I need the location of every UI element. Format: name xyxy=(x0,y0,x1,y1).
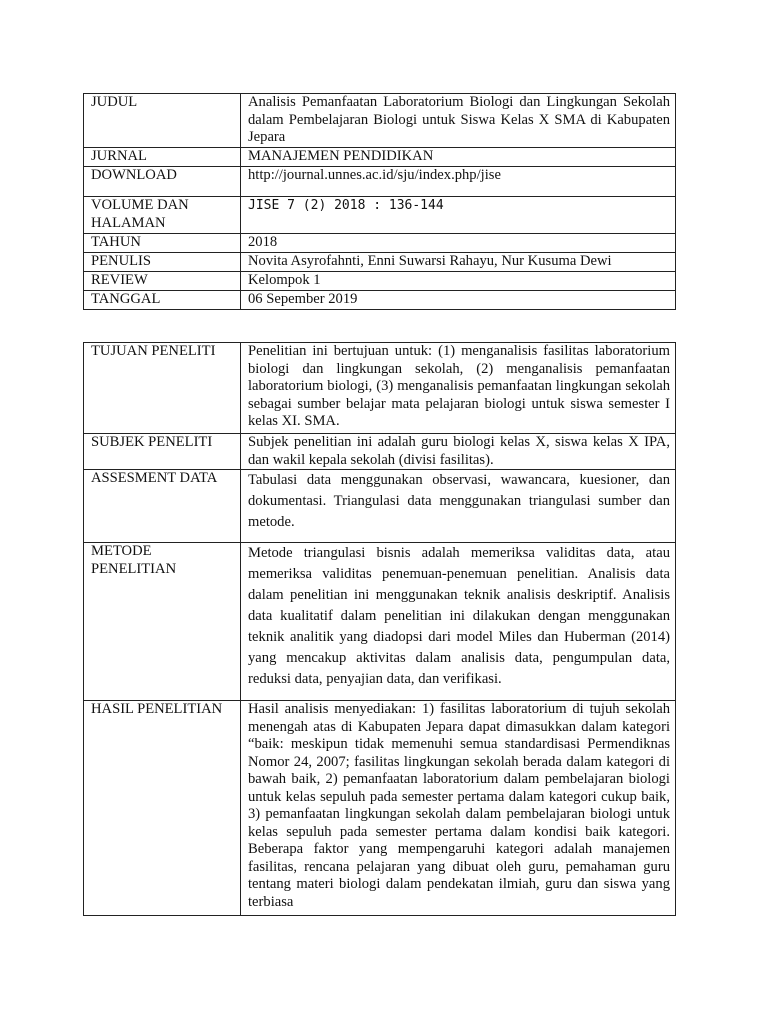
label-cell: ASSESMENT DATA xyxy=(84,470,241,543)
label-cell: TAHUN xyxy=(84,234,241,253)
journal-value: MANAJEMEN PENDIDIKAN xyxy=(241,148,676,167)
table-row xyxy=(84,434,676,470)
year-value: 2018 xyxy=(241,234,676,253)
objective-value: Penelitian ini bertujuan untuk: (1) menganalisis fasilitas laboratorium biologi dan lingkungan sekolah, (2) menganalisis pemanfaatan laboratorium biologi, (3) menganalisis pemanfaatan lingkungan sekolah sebagai sumber belajar mata pelajaran biologi untuk siswa semester I kelas XI. SMA. xyxy=(241,343,676,434)
volume-value xyxy=(241,197,676,234)
table-row xyxy=(84,94,676,148)
table-row xyxy=(84,272,676,291)
label-cell: JURNAL xyxy=(84,148,241,167)
article-info-table xyxy=(83,93,676,310)
table-row xyxy=(84,148,676,167)
table-row xyxy=(84,470,676,543)
results-text: Hasil analisis menyediakan: 1) fasilitas laboratorium di tujuh sekolah menengah atas di Kabupaten Jepara dapat dimasukkan dalam kategori “baik: meskipun tidak memenuhi semua standardisasi Permendiknas Nomor 24, 2007; fasilitas lingkungan sekolah berada dalam kategori di bawah baik, 2) pemanfaatan laboratorium dalam pembelajaran biologi untuk kelas sepuluh pada semester pertama dalam kategori cukup baik, 3) pemanfaatan lingkungan sekolah dalam pembelajaran biologi untuk kelas sepuluh pada semester pertama dalam kondisi baik kategori. Beberapa faktor yang mempengaruhi kategori adalah manajemen fasilitas, rencana pelajaran yang dibuat oleh guru, pemahaman guru tentang materi biologi dalam pendekatan ilmiah, guru dan siswa yang terbiasa xyxy=(248,701,670,910)
label-cell: TANGGAL xyxy=(84,291,241,310)
volume-text: JISE 7 (2) 2018 : 136-144 xyxy=(248,198,444,213)
table-row xyxy=(84,291,676,310)
download-link[interactable]: http://journal.unnes.ac.id/sju/index.php/jise xyxy=(241,167,676,197)
title-value: Analisis Pemanfaatan Laboratorium Biologi dan Lingkungan Sekolah dalam Pembelajaran Biologi untuk Siswa Kelas X SMA di Kabupaten Jepara xyxy=(241,94,676,148)
authors-value: Novita Asyrofahnti, Enni Suwarsi Rahayu, Nur Kusuma Dewi xyxy=(241,253,676,272)
table-row xyxy=(84,343,676,434)
table-row xyxy=(84,234,676,253)
label-cell: HASIL PENELITIAN xyxy=(84,701,241,916)
label-cell: REVIEW xyxy=(84,272,241,291)
review-value: Kelompok 1 xyxy=(241,272,676,291)
label-cell: DOWNLOAD xyxy=(84,167,241,197)
table-row xyxy=(84,197,676,234)
label-cell: PENULIS xyxy=(84,253,241,272)
label-cell: SUBJEK PENELITI xyxy=(84,434,241,470)
method-value: Metode triangulasi bisnis adalah memeriksa validitas data, atau memeriksa validitas penemuan-penemuan penelitian. Analisis data dalam penelitian ini menggunakan teknik analisis deskriptif. Analisis data kualitatif dalam penelitian ini dilakukan dengan menggunakan teknik analitik yang diadopsi dari model Miles dan Huberman (2014) yang mencakup aktivitas dalam analisis data, pengumpulan data, reduksi data, penyajian data, dan verifikasi. xyxy=(241,543,676,701)
label-cell: METODE PENELITIAN xyxy=(84,543,241,701)
table-row xyxy=(84,701,676,916)
assessment-value: Tabulasi data menggunakan observasi, wawancara, kuesioner, dan dokumentasi. Triangulasi data menggunakan triangulasi sumber dan metode. xyxy=(241,470,676,543)
label-cell: JUDUL xyxy=(84,94,241,148)
table-row xyxy=(84,253,676,272)
review-table xyxy=(83,342,676,916)
date-value: 06 Sepember 2019 xyxy=(241,291,676,310)
table-row xyxy=(84,543,676,701)
label-cell: VOLUME DAN HALAMAN xyxy=(84,197,241,234)
label-cell: TUJUAN PENELITI xyxy=(84,343,241,434)
results-value xyxy=(241,701,676,916)
subject-value: Subjek penelitian ini adalah guru biologi kelas X, siswa kelas X IPA, dan wakil kepala sekolah (divisi fasilitas). xyxy=(241,434,676,470)
table-row xyxy=(84,167,676,197)
